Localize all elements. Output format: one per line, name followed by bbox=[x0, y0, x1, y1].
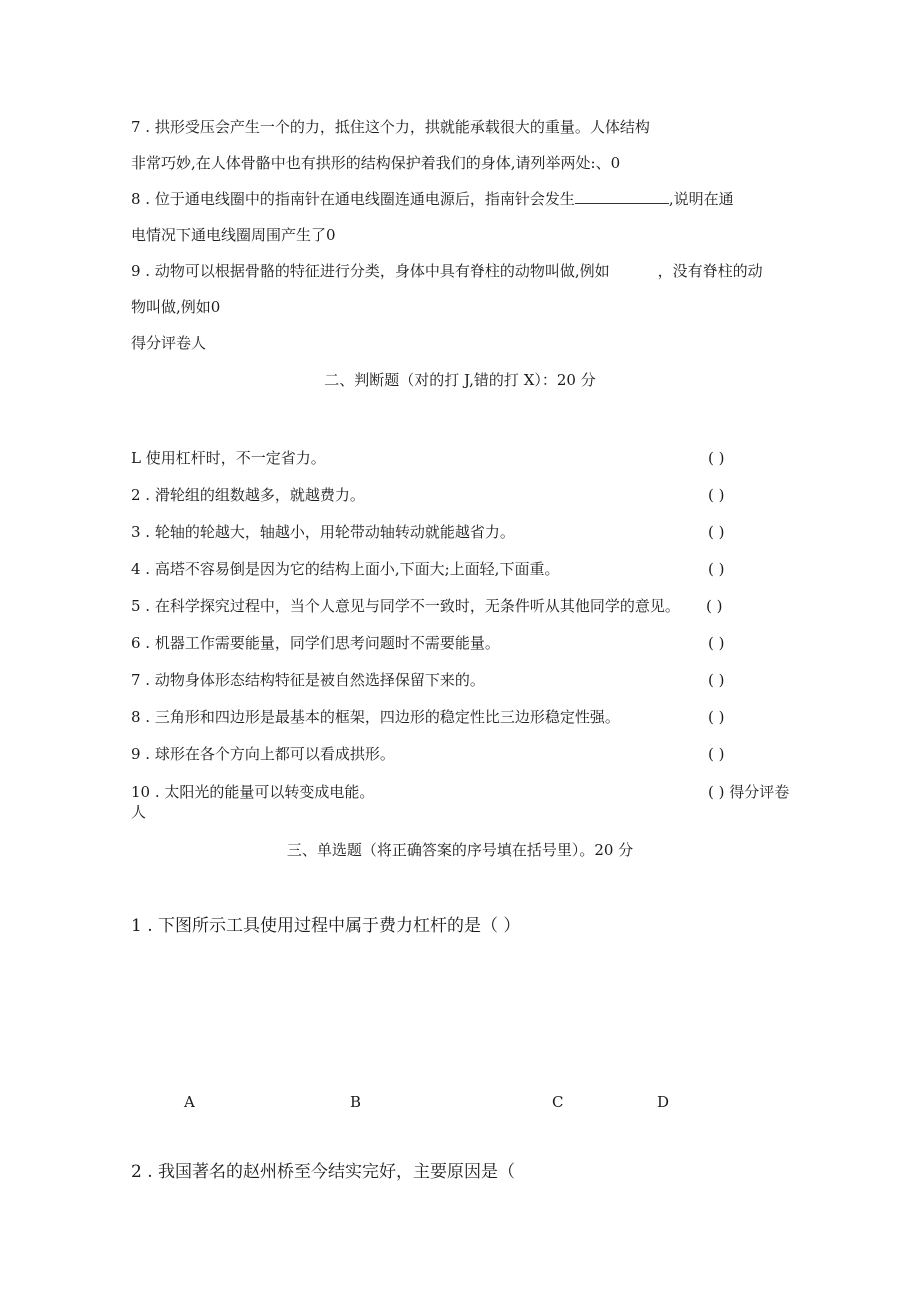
judge-answer-8[interactable]: ( ) bbox=[708, 708, 725, 726]
choice-q1: 1 . 下图所示工具使用过程中属于费力杠杆的是（ ） bbox=[131, 916, 521, 936]
judge-answer-6[interactable]: ( ) bbox=[708, 634, 725, 652]
judge-trailing: 人 bbox=[131, 803, 147, 821]
fill-q8-text-a: 8 . 位于通电线圈中的指南针在通电线圈连通电源后，指南针会发生 bbox=[131, 190, 575, 208]
judge-answer-2[interactable]: ( ) bbox=[708, 486, 725, 504]
option-c[interactable]: C bbox=[552, 1093, 564, 1111]
score-row: 得分评卷人 bbox=[131, 334, 207, 352]
fill-q7-line2: 非常巧妙,在人体骨骼中也有拱形的结构保护着我们的身体,请列举两处:、0 bbox=[131, 154, 621, 172]
option-a[interactable]: A bbox=[184, 1093, 195, 1111]
fill-q8-line1 bbox=[131, 189, 734, 209]
fill-q8-text-b: ,说明在通 bbox=[668, 190, 734, 208]
judge-item-8: 8 . 三角形和四边形是最基本的框架，四边形的稳定性比三边形稳定性强。 bbox=[131, 708, 620, 726]
judge-answer-10[interactable]: ( ) 得分评卷 bbox=[708, 783, 790, 801]
judge-section-title: 二、判断题（对的打 J,错的打 X）：20 分 bbox=[324, 371, 596, 389]
choice-section-title: 三、单选题（将正确答案的序号填在括号里）。20 分 bbox=[286, 841, 634, 859]
choice-q2: 2 . 我国著名的赵州桥至今结实完好，主要原因是（ bbox=[131, 1162, 516, 1182]
judge-item-6: 6 . 机器工作需要能量，同学们思考问题时不需要能量。 bbox=[131, 634, 500, 652]
judge-answer-4[interactable]: ( ) bbox=[708, 560, 725, 578]
fill-q9-line1 bbox=[131, 261, 763, 281]
judge-item-4: 4 . 高塔不容易倒是因为它的结构上面小,下面大;上面轻,下面重。 bbox=[131, 560, 560, 578]
judge-item-3: 3 . 轮轴的轮越大，轴越小，用轮带动轴转动就能越省力。 bbox=[131, 523, 515, 541]
judge-item-7: 7 . 动物身体形态结构特征是被自然选择保留下来的。 bbox=[131, 671, 485, 689]
judge-item-10: 10 . 太阳光的能量可以转变成电能。 bbox=[131, 783, 375, 801]
judge-answer-7[interactable]: ( ) bbox=[708, 671, 725, 689]
judge-answer-3[interactable]: ( ) bbox=[708, 523, 725, 541]
judge-item-1: L 使用杠杆时，不一定省力。 bbox=[131, 449, 326, 467]
judge-item-9: 9 . 球形在各个方向上都可以看成拱形。 bbox=[131, 745, 395, 763]
option-d[interactable]: D bbox=[657, 1093, 670, 1111]
option-b[interactable]: B bbox=[350, 1093, 362, 1111]
judge-answer-1[interactable]: ( ) bbox=[708, 449, 725, 467]
judge-answer-5[interactable]: ( ) bbox=[706, 597, 723, 615]
fill-q8-line2: 电情况下通电线圈周围产生了0 bbox=[131, 226, 336, 244]
answer-blank[interactable] bbox=[575, 191, 669, 204]
fill-q9-text-b: ，没有脊柱的动 bbox=[657, 262, 763, 280]
judge-answer-9[interactable]: ( ) bbox=[708, 745, 725, 763]
fill-q9-line2: 物叫做,例如0 bbox=[131, 298, 221, 316]
fill-q7-line1: 7 . 拱形受压会产生一个的力，抵住这个力，拱就能承载很大的重量。人体结构 bbox=[131, 118, 650, 136]
judge-item-2: 2 . 滑轮组的组数越多，就越费力。 bbox=[131, 486, 365, 504]
fill-q9-text-a: 9 . 动物可以根据骨骼的特征进行分类，身体中具有脊柱的动物叫做,例如 bbox=[131, 262, 610, 280]
judge-item-5: 5 . 在科学探究过程中，当个人意见与同学不一致时，无条件听从其他同学的意见。 bbox=[131, 597, 680, 615]
